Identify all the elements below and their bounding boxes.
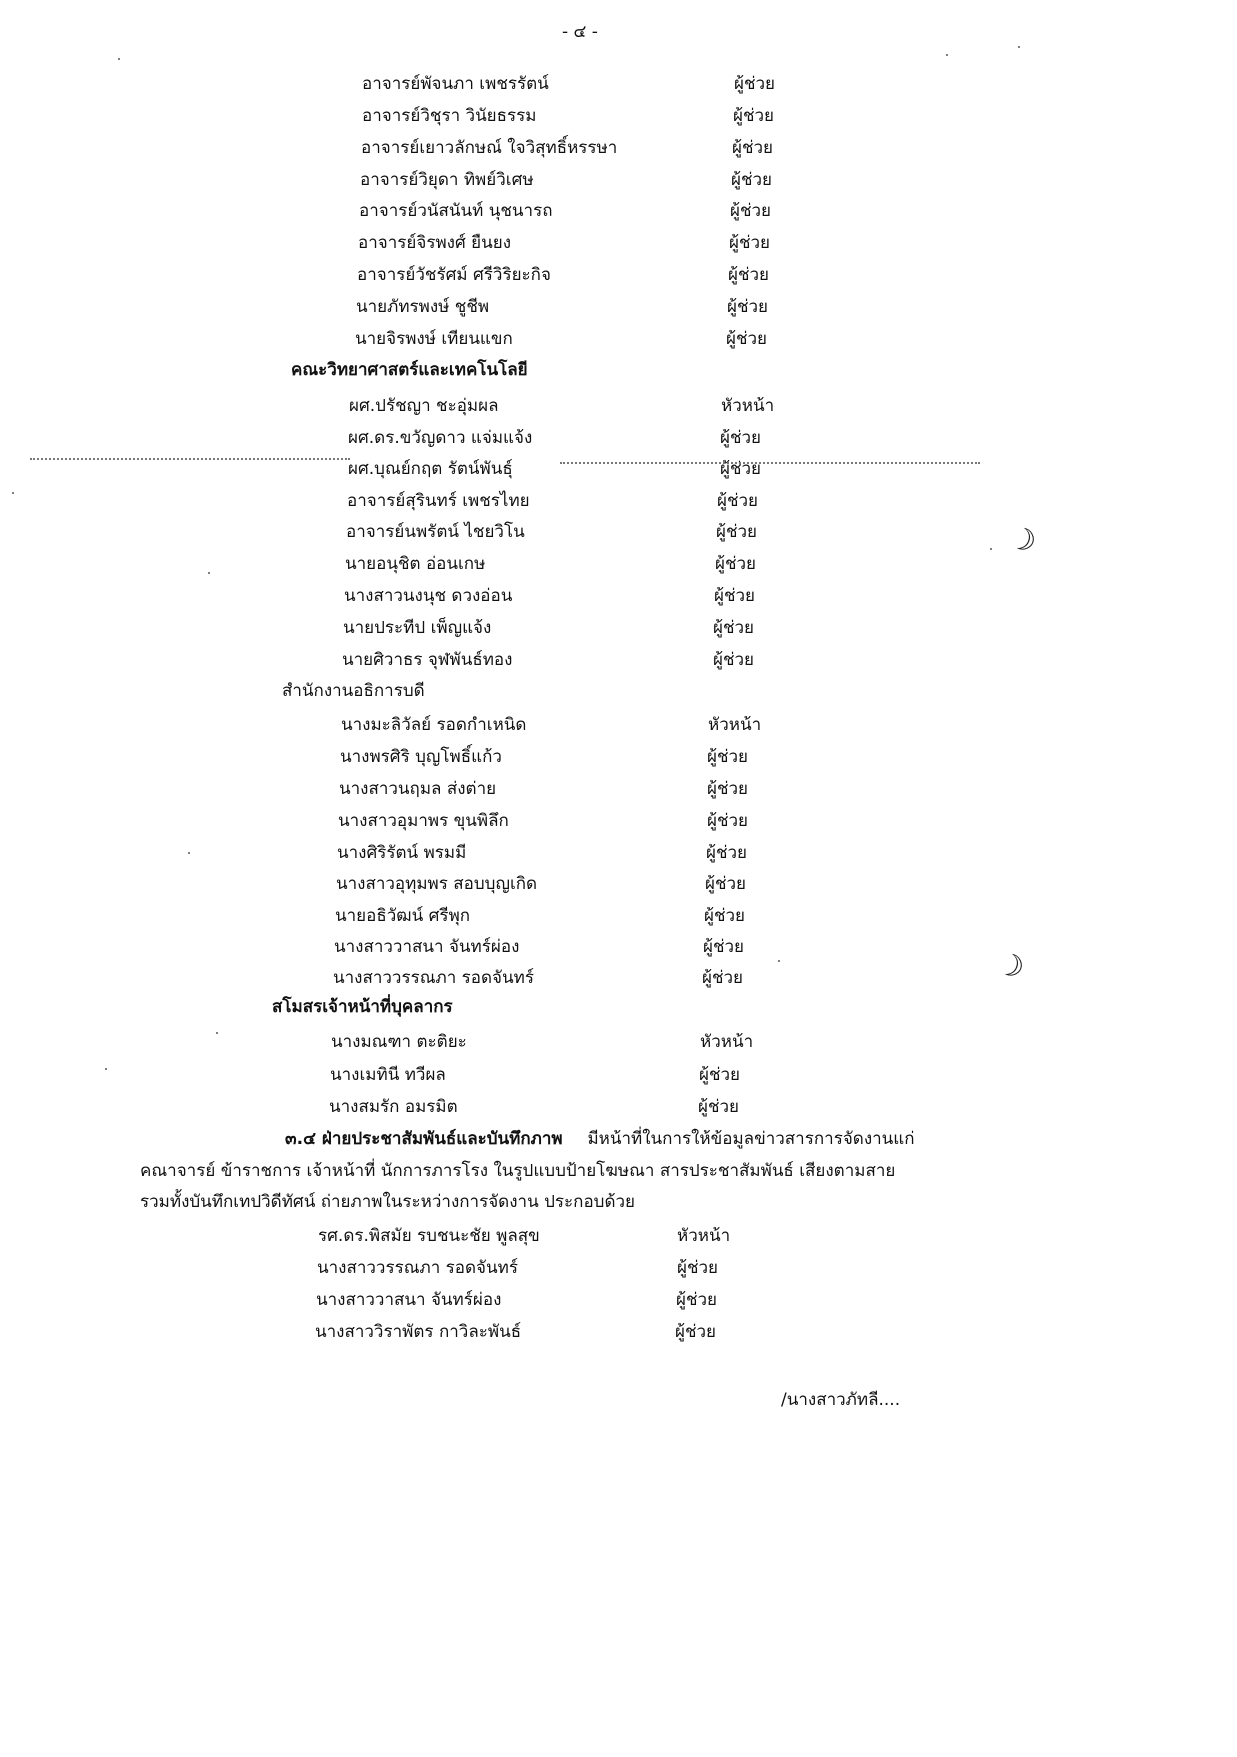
- person-name: นายอธิวัฒน์ ศรีพุก: [335, 906, 471, 926]
- person-role: ผู้ช่วย: [728, 265, 770, 285]
- person-name: อาจารย์นพรัตน์ ไชยวิโน: [346, 522, 525, 542]
- scan-dotted-line: [560, 462, 980, 464]
- scan-speck: [12, 492, 14, 494]
- scan-speck: [208, 572, 210, 574]
- person-name: นางสาววรรณภา รอดจันทร์: [317, 1258, 518, 1278]
- scan-dotted-line: [30, 458, 350, 460]
- person-name: นางสาววรรณภา รอดจันทร์: [333, 968, 534, 988]
- scan-speck: [118, 58, 120, 60]
- group-heading-science: คณะวิทยาศาสตร์และเทคโนโลยี: [291, 360, 528, 380]
- scan-speck: [216, 1032, 218, 1034]
- section-3-4-line-3: รวมทั้งบันทึกเทปวิดีทัศน์ ถ่ายภาพในระหว่างการจัดงาน ประกอบด้วย: [140, 1192, 635, 1212]
- person-name: ผศ.ปรัชญา ชะอุ่มผล: [349, 396, 499, 416]
- person-name: นางสาวอุมาพร ขุนพิลึก: [338, 811, 509, 831]
- person-name: อาจารย์วิชุรา วินัยธรรม: [362, 106, 537, 126]
- person-name: นางพรศิริ บุญโพธิ์แก้ว: [340, 747, 502, 767]
- person-role: ผู้ช่วย: [715, 554, 757, 574]
- person-name: นางสาววาสนา จันทร์ผ่อง: [334, 937, 520, 957]
- person-role: ผู้ช่วย: [734, 74, 776, 94]
- person-role: ผู้ช่วย: [703, 937, 745, 957]
- person-name: อาจารย์สุรินทร์ เพชรไทย: [347, 491, 530, 511]
- section-3-4-line-1: [285, 1125, 915, 1153]
- person-name: นางสาวนฤมล ส่งต่าย: [339, 779, 497, 799]
- group-heading-president-office: สำนักงานอธิการบดี: [282, 681, 425, 701]
- person-name: นายประทีป เพ็ญแจ้ง: [343, 618, 492, 638]
- person-role: ผู้ช่วย: [731, 170, 773, 190]
- person-role: ผู้ช่วย: [720, 428, 762, 448]
- section-3-4-title: ๓.๔ ฝ่ายประชาสัมพันธ์และบันทึกภาพ: [285, 1129, 563, 1149]
- person-role: ผู้ช่วย: [713, 618, 755, 638]
- person-role: ผู้ช่วย: [733, 106, 775, 126]
- person-name: นางสาวอุทุมพร สอบบุญเกิด: [336, 874, 538, 894]
- person-role: ผู้ช่วย: [727, 297, 769, 317]
- person-name: นางศิริรัตน์ พรมมี: [337, 843, 467, 863]
- person-role: ผู้ช่วย: [720, 459, 762, 479]
- scan-speck: [105, 1068, 107, 1070]
- person-name: นายภัทรพงษ์ ชูชีพ: [356, 297, 490, 317]
- person-role: ผู้ช่วย: [729, 233, 771, 253]
- person-role: ผู้ช่วย: [707, 747, 749, 767]
- person-name: ผศ.ดร.ขวัญดาว แจ่มแจ้ง: [348, 428, 533, 448]
- person-role: ผู้ช่วย: [716, 522, 758, 542]
- section-3-4-line-2: คณาจารย์ ข้าราชการ เจ้าหน้าที่ นักการภารโรง ในรูปแบบป้ายโฆษณา สารประชาสัมพันธ์ เสียงตามสาย: [140, 1161, 896, 1181]
- person-role: หัวหน้า: [708, 715, 762, 735]
- group-heading-staff-club: สโมสรเจ้าหน้าที่บุคลากร: [272, 997, 453, 1017]
- person-role: ผู้ช่วย: [732, 138, 774, 158]
- person-role: ผู้ช่วย: [698, 1097, 740, 1117]
- person-role: ผู้ช่วย: [726, 329, 768, 349]
- person-role: ผู้ช่วย: [713, 650, 755, 670]
- person-role: ผู้ช่วย: [676, 1290, 718, 1310]
- person-name: รศ.ดร.พิสมัย รบชนะชัย พูลสุข: [318, 1226, 540, 1246]
- person-name: นางสาววิราพัตร กาวิละพันธ์: [315, 1322, 522, 1342]
- person-name: นางสาวนงนุช ดวงอ่อน: [344, 586, 513, 606]
- person-role: หัวหน้า: [721, 396, 775, 416]
- scan-speck: [188, 852, 190, 854]
- person-name: นางสมรัก อมรมิต: [329, 1097, 458, 1117]
- person-name: อาจารย์จิรพงศ์ ยืนยง: [358, 233, 511, 253]
- person-name: นายศิวาธร จุฬพันธ์ทอง: [342, 650, 513, 670]
- person-role: ผู้ช่วย: [730, 201, 772, 221]
- person-name: อาจารย์เยาวลักษณ์ ใจวิสุทธิ์หรรษา: [361, 138, 618, 158]
- person-role: ผู้ช่วย: [677, 1258, 719, 1278]
- crescent-moon-mark: ☾: [1004, 516, 1043, 559]
- person-name: ผศ.บุณย์กฤต รัตน์พันธุ์: [348, 459, 513, 479]
- person-role: หัวหน้า: [700, 1032, 754, 1052]
- person-role: ผู้ช่วย: [705, 874, 747, 894]
- person-role: ผู้ช่วย: [704, 906, 746, 926]
- person-role: ผู้ช่วย: [675, 1322, 717, 1342]
- person-name: นางมะลิวัลย์ รอดกำเหนิด: [341, 715, 527, 735]
- scan-speck: [990, 548, 992, 550]
- person-role: ผู้ช่วย: [707, 779, 749, 799]
- person-name: นางมณฑา ตะติยะ: [331, 1032, 467, 1052]
- person-role: ผู้ช่วย: [714, 586, 756, 606]
- person-role: ผู้ช่วย: [699, 1065, 741, 1085]
- section-3-4-line-1-text: มีหน้าที่ในการให้ข้อมูลข่าวสารการจัดงานแก่: [587, 1129, 915, 1149]
- crescent-moon-mark: ☾: [992, 942, 1031, 985]
- scan-speck: [1018, 46, 1020, 48]
- person-role: ผู้ช่วย: [717, 491, 759, 511]
- person-name: อาจารย์พัจนภา เพชรรัตน์: [362, 74, 549, 94]
- person-name: นางเมทินี ทวีผล: [330, 1065, 446, 1085]
- person-name: นางสาววาสนา จันทร์ผ่อง: [316, 1290, 502, 1310]
- person-role: ผู้ช่วย: [702, 968, 744, 988]
- person-name: นายจิรพงษ์ เทียนแขก: [355, 329, 513, 349]
- person-role: หัวหน้า: [677, 1226, 731, 1246]
- scan-speck: [946, 54, 948, 56]
- person-role: ผู้ช่วย: [706, 843, 748, 863]
- person-name: อาจารย์วนัสนันท์ นุชนารถ: [359, 201, 553, 221]
- scan-speck: [778, 960, 780, 962]
- person-role: ผู้ช่วย: [707, 811, 749, 831]
- person-name: นายอนุชิต อ่อนเกษ: [345, 554, 486, 574]
- person-name: อาจารย์วิยุดา ทิพย์วิเศษ: [360, 170, 534, 190]
- continuation-note: /นางสาวภัทลี....: [781, 1390, 901, 1410]
- page-number: - ๔ -: [562, 22, 598, 42]
- person-name: อาจารย์วัชรัศม์ ศรีวิริยะกิจ: [357, 265, 551, 285]
